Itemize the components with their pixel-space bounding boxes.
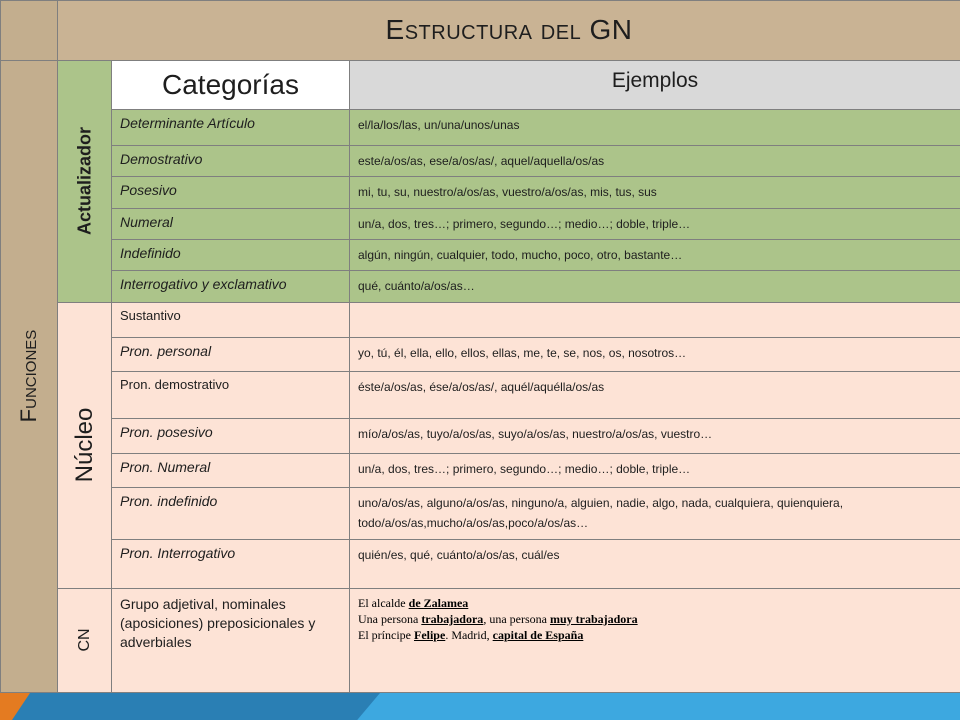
examples-cell: uno/a/os/as, alguno/a/os/as, ninguno/a, alguien, nadie, algo, nada, cualquiera, quienquiera, todo/a/os/as,mucho/a/os/as,poco/a/os/as… [350,488,960,540]
examples-cell: un/a, dos, tres…; primero, segundo…; medio…; doble, triple… [350,453,960,487]
examples-cell: mi, tu, su, nuestro/a/os/as, vuestro/a/os/as, mis, tus, sus [350,177,960,208]
cn-example-line: Una persona trabajadora, una persona muy trabajadora [358,611,638,626]
cn-example-line: El príncipe Felipe. Madrid, capital de España [358,627,584,642]
cn-examples-cell [350,588,960,692]
header-ejemplos: Ejemplos [350,60,960,110]
funciones-label: Funciones [16,330,41,423]
examples-cell: un/a, dos, tres…; primero, segundo…; medio…; doble, triple… [350,208,960,239]
cn-example-line: El alcalde de Zalamea [358,595,469,610]
nucleo-label: Núcleo [70,407,98,483]
category-cell: Numeral [112,208,350,239]
category-cell: Sustantivo [112,302,350,337]
examples-cell [350,302,960,337]
category-cell: Pron. indefinido [112,488,350,540]
category-cell: Pron. Numeral [112,453,350,487]
examples-cell: yo, tú, él, ella, ello, ellos, ellas, me, te, se, nos, os, nosotros… [350,338,960,371]
category-cell: Pron. personal [112,338,350,371]
category-cell: Interrogativo y exclamativo [112,271,350,302]
header-categorias: Categorías [112,60,350,110]
examples-cell: algún, ningún, cualquier, todo, mucho, poco, otro, bastante… [350,240,960,271]
cn-label: CN [75,628,93,652]
corner-cell [1,1,58,61]
examples-cell: el/la/los/las, un/una/unos/unas [350,110,960,145]
category-cell: Indefinido [112,240,350,271]
actualizador-label: Actualizador [74,127,94,236]
footer-band [0,693,960,720]
funciones-cell [1,60,58,692]
table-title: Estructura del GN [58,1,960,61]
category-cell: Pron. posesivo [112,419,350,453]
nucleo-cell [58,302,112,588]
category-cell: Pron. Interrogativo [112,539,350,588]
examples-cell: éste/a/os/as, ése/a/os/as/, aquél/aquélla/os/as [350,371,960,419]
examples-cell: mío/a/os/as, tuyo/a/os/as, suyo/a/os/as, nuestro/a/os/as, vuestro… [350,419,960,453]
category-cell: Demostrativo [112,145,350,176]
category-cell: Determinante Artículo [112,110,350,145]
category-cell: Grupo adjetival, nominales (aposiciones) preposicionales y adverbiales [112,588,350,692]
examples-cell: este/a/os/as, ese/a/os/as/, aquel/aquella/os/as [350,145,960,176]
actualizador-cell [58,60,112,302]
category-cell: Posesivo [112,177,350,208]
examples-cell: quién/es, qué, cuánto/a/os/as, cuál/es [350,539,960,588]
examples-cell: qué, cuánto/a/os/as… [350,271,960,302]
cn-cell [58,588,112,692]
footer-dark-band [0,693,380,720]
category-cell: Pron. demostrativo [112,371,350,419]
